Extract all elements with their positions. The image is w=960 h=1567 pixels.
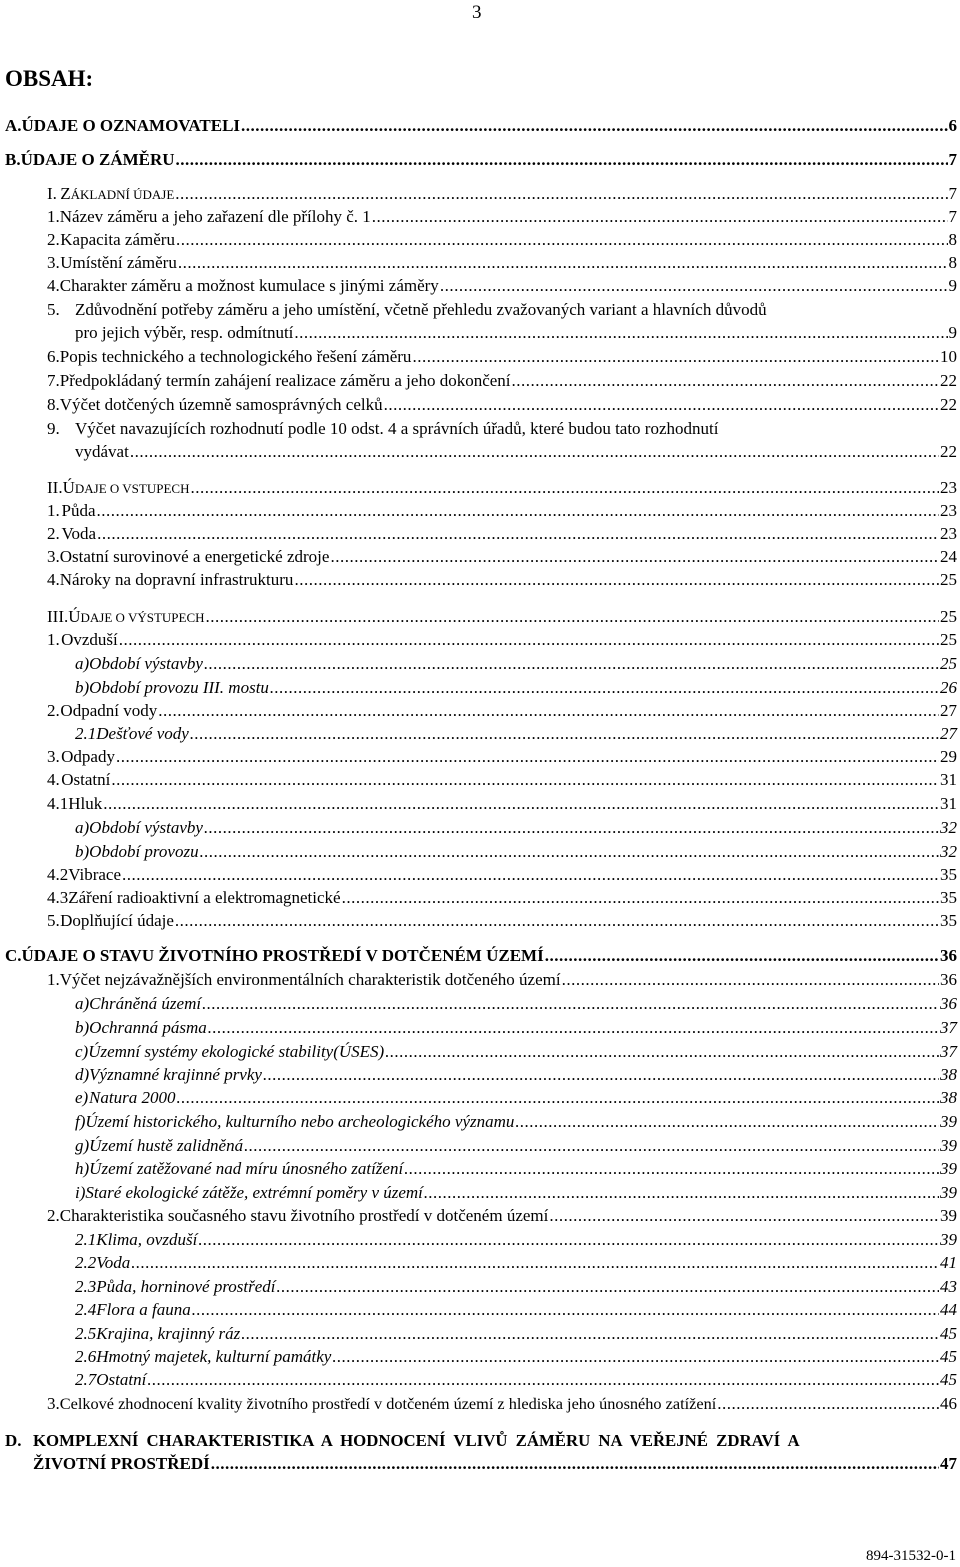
toc-entry-c-1g[interactable] [75,1134,957,1158]
toc-leader [515,1110,939,1134]
toc-number: a) [75,818,90,837]
toc-leader [192,1298,939,1322]
toc-text: Doplňující údaje [60,911,174,930]
toc-page: 26 [940,678,957,697]
toc-entry-b-iii[interactable] [47,605,957,629]
toc-entry-c-2-3[interactable] [75,1275,957,1299]
toc-text: Hluk [68,794,103,813]
toc-entry-iii-1b[interactable] [75,676,957,700]
toc-number: 2.1 [75,724,97,743]
toc-number: d) [75,1065,90,1084]
toc-number: II. [47,478,63,497]
toc-page: 39 [940,1230,957,1249]
toc-number: b) [75,678,90,697]
toc-number: 2. [47,230,60,249]
toc-text: Zdůvodnění potřeby záměru a jeho umístění, včetně přehledu zvažovaných variant a hlavních důvodů [75,300,767,319]
toc-entry-b-1[interactable] [47,205,957,229]
toc-entry-iii-4-3[interactable] [47,886,957,910]
toc-entry-iii-5[interactable] [47,909,957,933]
toc-number: f) [75,1112,86,1131]
toc-entry-ii-4[interactable] [47,568,957,592]
toc-page: 9 [948,276,957,295]
toc-leader [263,1063,939,1087]
toc-text: Voda [61,524,97,543]
toc-page: 45 [940,1370,957,1389]
toc-page: 8 [948,230,957,249]
toc-entry-c-1e[interactable] [75,1086,957,1110]
toc-page: 10 [940,347,957,366]
toc-number: e) [75,1088,89,1107]
toc-entry-b-7[interactable] [47,369,957,393]
toc-leader [147,1368,939,1392]
toc-page: 39 [940,1183,957,1202]
toc-leader [241,1322,939,1346]
toc-entry-b-8[interactable] [47,393,957,417]
toc-text: ZÁKLADNÍ ÚDAJE [60,184,175,203]
toc-text-continued: pro jejich výběr, resp. odmítnutí [75,323,294,342]
toc-entry-iii-3[interactable] [47,745,957,769]
toc-entry-ii-2[interactable] [47,522,957,546]
page-number: 3 [472,2,482,23]
toc-number: 4. [47,276,60,295]
toc-leader [96,499,939,523]
toc-page: 27 [940,701,957,720]
toc-leader [208,1016,939,1040]
toc-text: Období provozu [89,842,199,861]
toc-text: ÚDAJE O VÝSTUPECH [68,607,205,626]
toc-text: Předpokládaný termín zahájení realizace záměru a jeho dokončení [59,371,511,390]
toc-number: 5. [47,300,60,319]
toc-entry-c-1f[interactable] [75,1110,957,1134]
toc-leader [116,745,939,769]
toc-leader [131,1251,939,1275]
toc-entry-c[interactable] [5,944,957,968]
toc-entry-b-i[interactable] [47,182,957,206]
toc-entry-c-2-5[interactable] [75,1322,957,1346]
toc-page: 7 [948,207,957,226]
toc-leader [440,274,948,298]
toc-text: Flora a fauna [96,1300,191,1319]
toc-number: g) [75,1136,90,1155]
toc-text: Charakter záměru a možnost kumulace s jinými záměry [59,276,439,295]
toc-leader [158,699,939,723]
toc-number: a) [75,654,90,673]
toc-page: 38 [940,1088,957,1107]
toc-leader [412,345,939,369]
toc-number: 2.1 [75,1230,97,1249]
toc-entry-b-3[interactable] [47,251,957,275]
toc-entry-c-1h[interactable] [75,1157,957,1181]
toc-leader [103,792,939,816]
toc-page: 7 [948,184,957,203]
toc-leader [385,1040,939,1064]
toc-page: 6 [948,116,957,135]
toc-text: Klima, ovzduší [96,1230,198,1249]
toc-number: 4.2 [47,865,69,884]
toc-entry-b[interactable] [5,148,957,172]
toc-text: Půda, horninové prostředí [96,1277,276,1296]
toc-text: Název záměru a jeho zařazení dle přílohy č. 1 [59,207,371,226]
toc-leader [178,251,948,275]
toc-entry-iii-4-1[interactable] [47,792,957,816]
toc-number: 3. [47,1394,60,1413]
toc-entry-d[interactable] [33,1452,957,1476]
toc-text: Odpadní vody [60,701,158,720]
toc-page: 39 [940,1136,957,1155]
toc-leader [190,476,939,500]
toc-page: 22 [940,371,957,390]
toc-number: 2.7 [75,1370,97,1389]
toc-number: 3. [47,547,60,566]
toc-text: Ostatní [61,770,111,789]
toc-entry-ii-1[interactable] [47,499,957,523]
toc-text: KOMPLEXNÍ CHARAKTERISTIKA A HODNOCENÍ VLIVŮ ZÁMĚRU NA VEŘEJNÉ ZDRAVÍ A [33,1431,800,1450]
toc-entry-b-ii[interactable] [47,476,957,500]
toc-page: 39 [940,1159,957,1178]
toc-number: 2. [47,701,60,720]
toc-number: 3. [47,253,60,272]
toc-leader [97,522,939,546]
toc-leader [176,1086,939,1110]
toc-entry-c-1c[interactable] [75,1040,957,1064]
toc-number: 4. [47,770,60,789]
toc-text: Hmotný majetek, kulturní památky [96,1347,332,1366]
toc-page: 31 [940,770,957,789]
toc-leader [204,816,939,840]
document-code: 894-31532-0-1 [866,1548,956,1564]
toc-leader [175,182,947,206]
toc-number: h) [75,1159,90,1178]
toc-number: 9. [47,419,60,438]
toc-number: 2.2 [75,1253,97,1272]
toc-text: Ostatní surovinové a energetické zdroje [59,547,330,566]
toc-entry-iii-2-1[interactable] [75,722,957,746]
toc-number: 4.3 [47,888,69,907]
toc-text: Ovzduší [61,630,118,649]
toc-leader [549,1204,939,1228]
toc-entry-iii-1a[interactable] [75,652,957,676]
toc-leader [294,568,939,592]
toc-text: ÚDAJE O VSTUPECH [62,478,190,497]
toc-number: 1. [47,970,60,989]
toc-entry-b-5[interactable] [75,321,957,345]
toc-text: ÚDAJE O STAVU ŽIVOTNÍHO PROSTŘEDÍ V DOTČENÉM ÚZEMÍ [21,946,544,965]
toc-text: Celkové zhodnocení kvality životního prostředí v dotčeném území z hlediska jeho únosného zatížení [59,1394,717,1413]
toc-page: 36 [940,970,957,989]
toc-leader [176,148,948,172]
toc-page: 32 [940,818,957,837]
toc-text: Výčet dotčených územně samosprávných celků [59,395,383,414]
toc-entry-d-line1[interactable] [5,1429,957,1453]
toc-page: 37 [940,1018,957,1037]
toc-leader [202,992,939,1016]
toc-text: ÚDAJE O ZÁMĚRU [20,150,175,169]
toc-number: 2.3 [75,1277,97,1296]
toc-number: b) [75,1018,90,1037]
toc-page: 35 [940,911,957,930]
toc-page: 35 [940,865,957,884]
toc-leader [241,114,947,138]
toc-entry-b-5-line1[interactable] [47,298,957,322]
toc-text: Záření radioaktivní a elektromagnetické [68,888,341,907]
toc-text: Umístění záměru [60,253,177,272]
toc-page: 25 [940,654,957,673]
toc-page: 8 [948,253,957,272]
toc-text: Dešťové vody [96,724,189,743]
toc-text: Staré ekologické zátěže, extrémní poměry v území [85,1183,423,1202]
toc-page: 24 [940,547,957,566]
toc-page: 45 [940,1347,957,1366]
toc-text: Nároky na dopravní infrastrukturu [59,570,294,589]
toc-leader [119,628,939,652]
toc-text: Území zatěžované nad míru únosného zatížení [89,1159,404,1178]
toc-page: 31 [940,794,957,813]
toc-page: 37 [940,1042,957,1061]
toc-entry-b-9-line1[interactable] [47,417,957,441]
toc-page: 45 [940,1324,957,1343]
toc-page: 22 [940,395,957,414]
toc-page: 47 [940,1454,957,1473]
toc-entry-c-2-1[interactable] [75,1228,957,1252]
toc-number: 1. [47,630,60,649]
toc-page: 41 [940,1253,957,1272]
toc-text: Kapacita záměru [60,230,175,249]
toc-number: 1. [47,207,60,226]
toc-entry-c-1d[interactable] [75,1063,957,1087]
toc-page: 27 [940,724,957,743]
toc-leader [332,1345,939,1369]
toc-number: A. [5,116,22,135]
toc-leader [294,321,947,345]
toc-entry-iii-4-1a[interactable] [75,816,957,840]
toc-text: Krajina, krajinný ráz [96,1324,241,1343]
toc-page: 39 [940,1206,957,1225]
toc-number: 6. [47,347,60,366]
toc-text: Vibrace [68,865,122,884]
toc-entry-c-1a[interactable] [75,992,957,1016]
toc-text: Natura 2000 [89,1088,176,1107]
toc-page: 22 [940,442,957,461]
toc-leader [545,944,939,968]
toc-number: 8. [47,395,60,414]
toc-text: Období výstavby [89,818,203,837]
toc-number: c) [75,1042,89,1061]
toc-page: 36 [940,994,957,1013]
toc-text: Ostatní [96,1370,147,1389]
toc-page: 44 [940,1300,957,1319]
toc-leader [424,1181,939,1205]
toc-text: Odpady [61,747,115,766]
toc-number: C. [5,946,22,965]
toc-entry-iii-4[interactable] [47,768,957,792]
toc-leader [176,228,948,252]
toc-text: Období výstavby [89,654,203,673]
toc-leader [330,545,939,569]
toc-entry-iii-4-1b[interactable] [75,840,957,864]
toc-text: Chráněná území [89,994,202,1013]
toc-page: 36 [940,946,957,965]
toc-text: ÚDAJE O OZNAMOVATELI [21,116,241,135]
toc-number: 2.5 [75,1324,97,1343]
toc-text: Výčet nejzávažnějších environmentálních charakteristik dotčeného území [59,970,561,989]
toc-entry-iii-4-2[interactable] [47,863,957,887]
toc-entry-c-1i[interactable] [75,1181,957,1205]
toc-leader [190,722,939,746]
toc-number: 3. [47,747,60,766]
toc-leader [342,886,939,910]
toc-number: 1. [47,501,60,520]
toc-number: III. [47,607,69,626]
toc-page: 25 [940,630,957,649]
toc-page: 23 [940,478,957,497]
toc-page: 7 [948,150,957,169]
toc-number: a) [75,994,90,1013]
toc-entry-ii-3[interactable] [47,545,957,569]
toc-number: 7. [47,371,60,390]
toc-entry-c-2-6[interactable] [75,1345,957,1369]
toc-leader [211,1452,939,1476]
toc-entry-b-2[interactable] [47,228,957,252]
toc-page: 46 [940,1394,957,1413]
toc-leader [204,652,939,676]
toc-page: 25 [940,570,957,589]
toc-text-continued: ŽIVOTNÍ PROSTŘEDÍ [33,1454,210,1473]
toc-entry-iii-1[interactable] [47,628,957,652]
toc-entry-b-9[interactable] [75,440,957,464]
toc-leader [512,369,939,393]
toc-text: Ochranná pásma [89,1018,207,1037]
toc-entry-b-4[interactable] [47,274,957,298]
toc-leader [384,393,939,417]
toc-entry-iii-2[interactable] [47,699,957,723]
toc-text: Voda [96,1253,131,1272]
toc-number: B. [5,150,21,169]
toc-page: 9 [948,323,957,342]
toc-leader [372,205,948,229]
toc-entry-c-1b[interactable] [75,1016,957,1040]
toc-entry-c-2-2[interactable] [75,1251,957,1275]
toc-text: Období provozu III. mostu [89,678,269,697]
toc-text: Území hustě zalidněná [89,1136,244,1155]
toc-page: 35 [940,888,957,907]
toc-page: 25 [940,607,957,626]
toc-entry-c-2[interactable] [47,1204,957,1228]
toc-text: Popis technického a technologického řešení záměru [59,347,412,366]
toc-page: 43 [940,1277,957,1296]
toc-number: 2. [47,1206,60,1225]
toc-text: Výčet navazujících rozhodnutí podle 10 odst. 4 a správních úřadů, které budou tato rozhodnutí [75,419,719,438]
toc-number: D. [5,1431,22,1450]
toc-leader [198,1228,939,1252]
toc-page: 23 [940,524,957,543]
toc-text: Půda [61,501,96,520]
toc-page: 38 [940,1065,957,1084]
toc-text-continued: vydávat [75,442,129,461]
toc-entry-a[interactable] [5,114,957,138]
toc-page: 23 [940,501,957,520]
toc-leader [717,1392,939,1416]
toc-leader [206,605,939,629]
toc-page: 39 [940,1112,957,1131]
toc-entry-b-6[interactable] [47,345,957,369]
toc-number: 2. [47,524,60,543]
toc-entry-c-2-4[interactable] [75,1298,957,1322]
toc-text: Významné krajinné prvky [89,1065,262,1084]
toc-leader [270,676,939,700]
toc-entry-c-1[interactable] [47,968,957,992]
toc-leader [111,768,939,792]
toc-number: 2.6 [75,1347,97,1366]
toc-number: 4. [47,570,60,589]
toc-leader [200,840,939,864]
toc-leader [404,1157,939,1181]
toc-number: 4.1 [47,794,69,813]
toc-leader [562,968,939,992]
toc-text: Územní systémy ekologické stability(ÚSES) [88,1042,385,1061]
toc-leader [244,1134,939,1158]
toc-page: 32 [940,842,957,861]
toc-leader [277,1275,939,1299]
toc-number: 5. [47,911,60,930]
toc-leader [122,863,939,887]
toc-number: b) [75,842,90,861]
toc-leader [130,440,939,464]
toc-text: Území historického, kulturního nebo archeologického významu [85,1112,515,1131]
toc-page: 29 [940,747,957,766]
toc-title: OBSAH: [5,66,94,91]
toc-number: I. [47,184,57,203]
toc-text: Charakteristika současného stavu životního prostředí v dotčeném území [59,1206,549,1225]
toc-entry-c-3[interactable] [47,1392,957,1416]
toc-entry-c-2-7[interactable] [75,1368,957,1392]
toc-leader [175,909,939,933]
toc-number: i) [75,1183,86,1202]
toc-number: 2.4 [75,1300,97,1319]
